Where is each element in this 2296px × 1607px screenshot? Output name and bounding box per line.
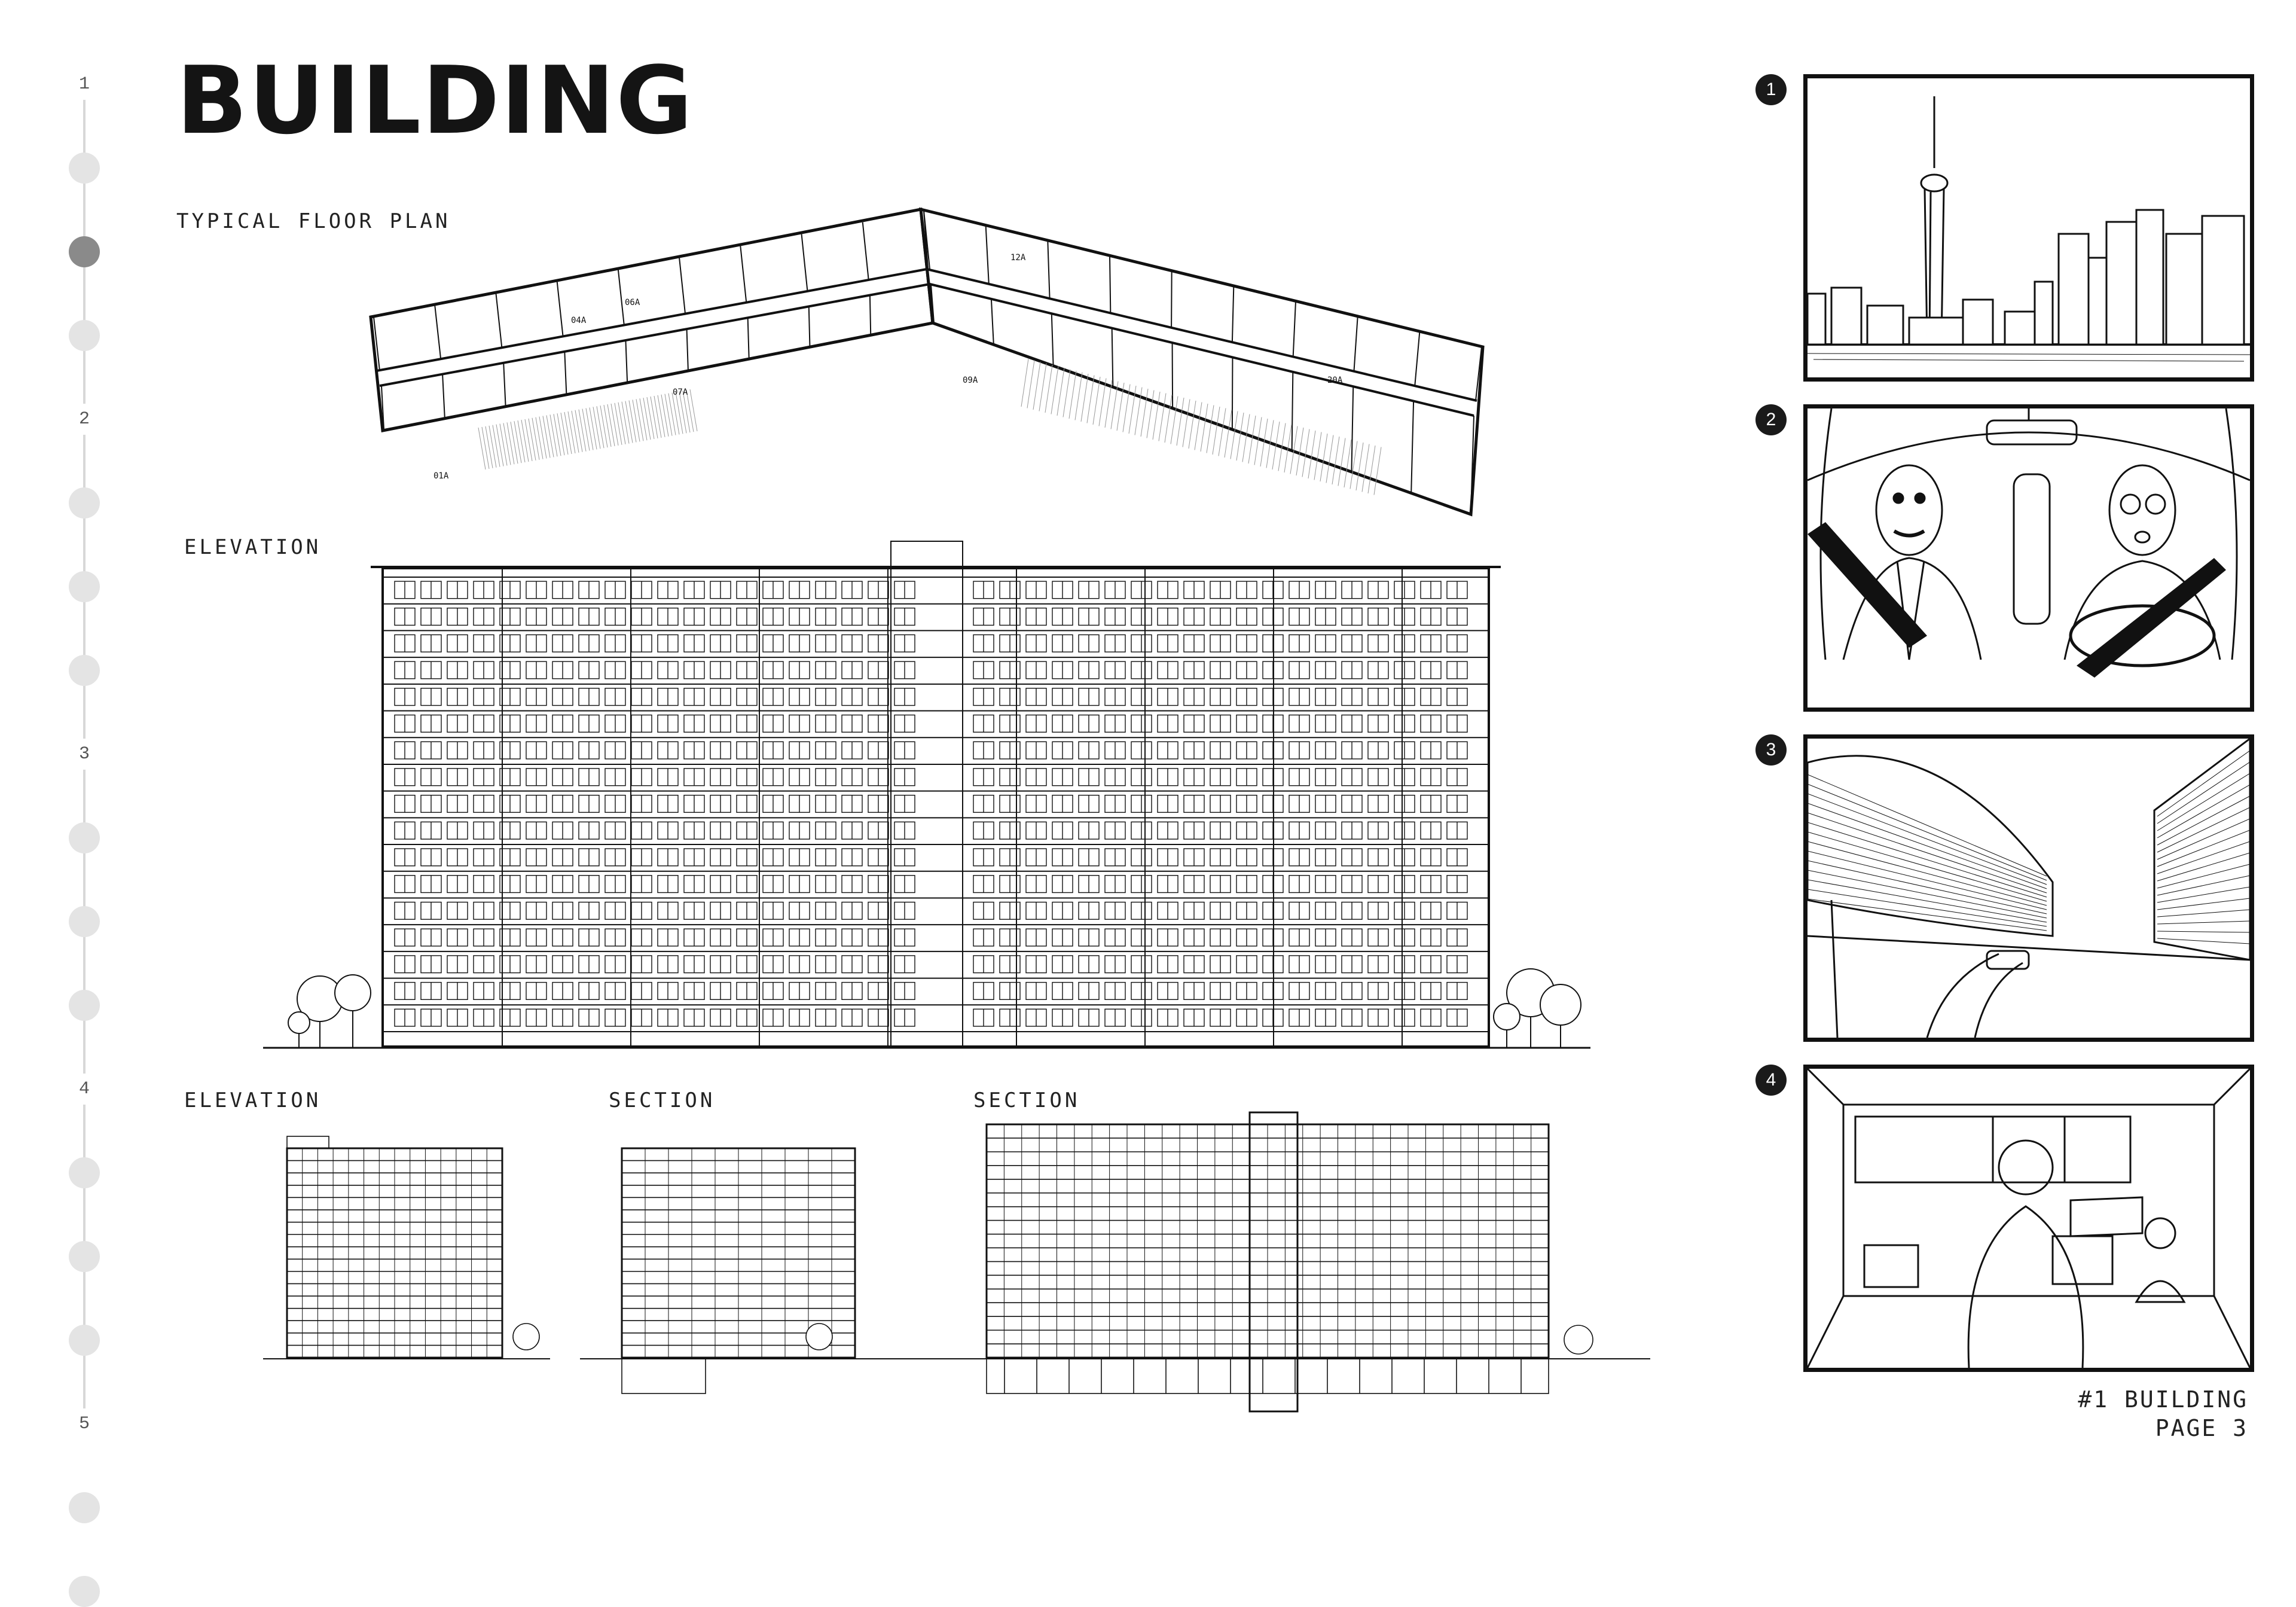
timeline-dot[interactable] [69,990,100,1021]
timeline-dot[interactable] [69,906,100,937]
unit-tag: 07A [673,388,688,397]
side-elevation-drawing [263,1100,550,1364]
storyboard-panel-1 [1803,74,2254,382]
unit-tag: 01A [433,471,449,481]
timeline-dot[interactable] [69,1492,100,1523]
elevation-side-label: ELEVATION [184,1088,322,1112]
floor-plan-label: TYPICAL FLOOR PLAN [176,209,451,233]
timeline-dot[interactable] [69,1241,100,1272]
skyline-sketch [1808,78,2250,377]
unit-tag: 09A [963,376,978,385]
storyboard-panel-2 [1803,404,2254,712]
timeline-dot-active[interactable] [69,236,100,267]
timeline-dot[interactable] [69,320,100,351]
timeline-dot[interactable] [69,822,100,853]
storyboard-panel-4 [1803,1065,2254,1372]
timeline-dot[interactable] [69,487,100,519]
footer-series: #1 BUILDING [2078,1386,2248,1413]
section-2-drawing [915,1100,1650,1423]
section-1-label: SECTION [609,1088,716,1112]
timeline-marker-1[interactable]: 1 [69,69,100,100]
unit-tag: 12A [1010,253,1026,263]
timeline-dot[interactable] [69,1157,100,1188]
moving-in-sketch [1808,1069,2250,1368]
timeline-marker-5[interactable]: 5 [69,1408,100,1440]
section-1-drawing [580,1100,915,1423]
timeline-dot[interactable] [69,153,100,184]
timeline-dot[interactable] [69,571,100,602]
timeline-dot[interactable] [69,1325,100,1356]
timeline-dot[interactable] [69,655,100,686]
panel-4-number: 4 [1755,1065,1787,1096]
elevation-main-label: ELEVATION [184,535,322,559]
car-interior-sketch [1808,408,2250,708]
page-title: BUILDING [176,46,694,155]
timeline-marker-3[interactable]: 3 [69,739,100,770]
apartment-blocks-sketch [1808,739,2250,1038]
timeline-dot[interactable] [69,1576,100,1607]
panel-3-number: 3 [1755,734,1787,766]
panel-2-number: 2 [1755,404,1787,435]
timeline-marker-4[interactable]: 4 [69,1074,100,1105]
panel-1-number: 1 [1755,74,1787,105]
storyboard-panel-3 [1803,734,2254,1042]
timeline-marker-2[interactable]: 2 [69,404,100,435]
unit-tag: 06A [625,298,640,307]
unit-tag: 04A [571,316,587,325]
section-2-label: SECTION [973,1088,1080,1112]
unit-tag: 20A [1327,376,1343,385]
floor-plan-drawing [359,203,1495,526]
footer-page: PAGE 3 [2155,1415,2248,1441]
main-elevation-drawing [263,532,1590,1053]
